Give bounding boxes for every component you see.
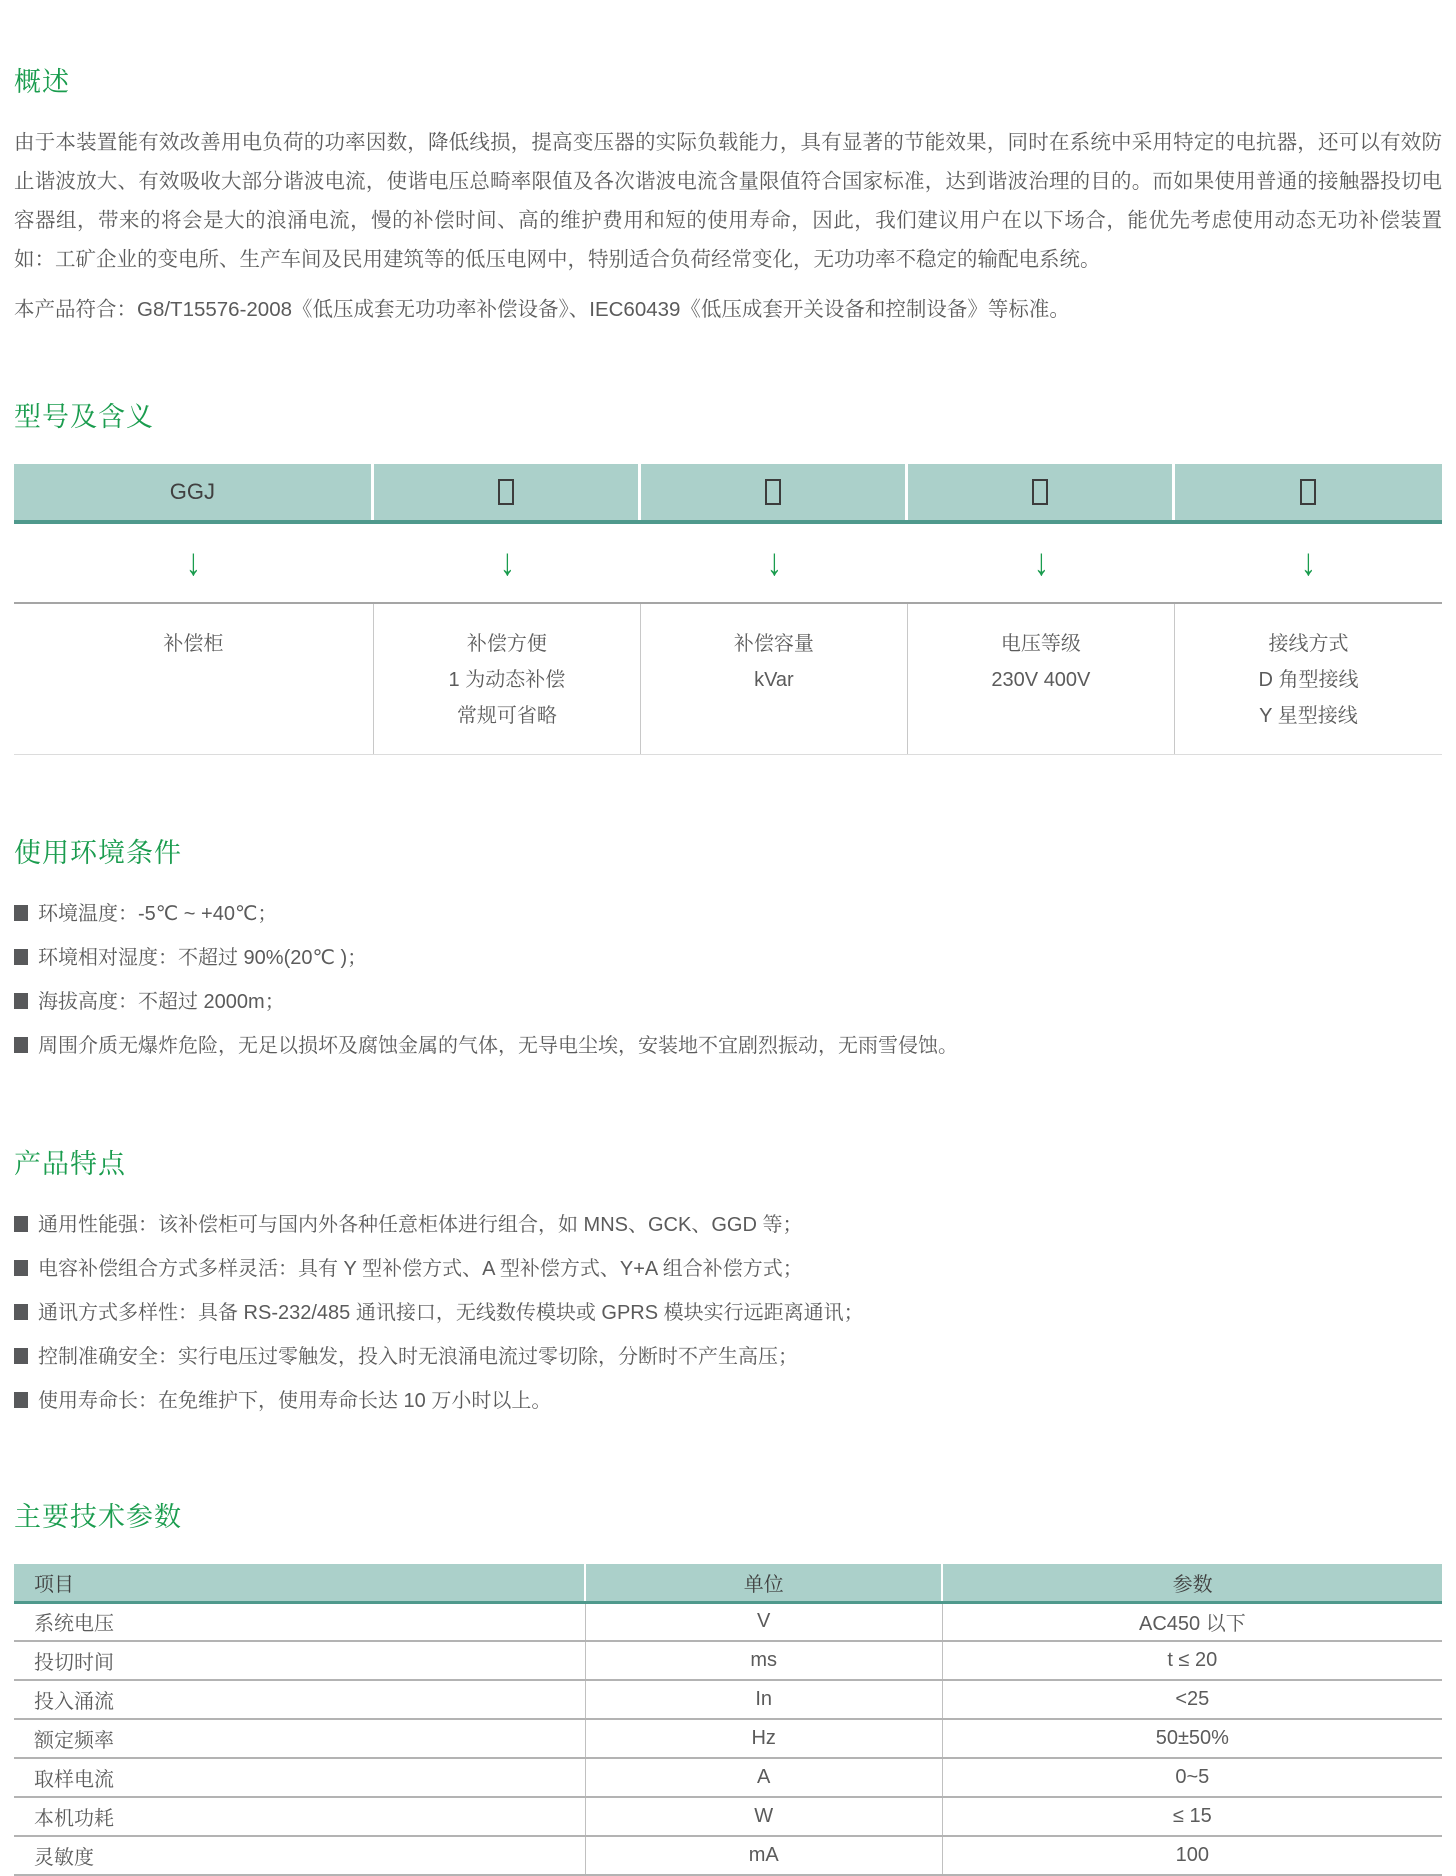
table-row [14, 1680, 1442, 1719]
model-heading: 型号及含义 [14, 402, 154, 432]
column-header-parameter: 参数 [942, 1564, 1442, 1602]
model-desc-line: kVar [754, 669, 794, 691]
param-name: 投切时间 [14, 1641, 585, 1680]
down-arrow-icon: ↓ [766, 542, 782, 584]
model-desc-line: 常规可省略 [456, 705, 557, 727]
table-row [14, 1719, 1442, 1758]
model-desc-line: 补偿方便 [466, 633, 547, 655]
param-value: 0~5 [942, 1758, 1442, 1797]
model-desc-line: 电压等级 [1000, 633, 1081, 655]
param-unit: In [585, 1680, 942, 1719]
down-arrow-icon: ↓ [1033, 542, 1050, 584]
table-row [14, 1758, 1442, 1797]
model-code-cell [908, 464, 1175, 520]
arrow-cell [14, 524, 374, 602]
placeholder-box-icon [765, 479, 781, 505]
list-item-text: 控制准确安全：实行电压过零触发，投入时无浪涌电流过零切除，分断时不产生高压； [38, 1346, 798, 1368]
square-bullet-icon [14, 1216, 28, 1232]
model-desc-line: 补偿柜 [163, 633, 224, 655]
down-arrow-icon: ↓ [1300, 542, 1317, 584]
parameters-table [14, 1564, 1442, 1876]
overview-heading: 概述 [14, 67, 70, 97]
list-item-text: 海拔高度：不超过 2000m； [38, 991, 285, 1013]
param-unit: mA [585, 1836, 942, 1875]
list-item [14, 1255, 1442, 1283]
model-desc-cell [14, 604, 374, 754]
list-item [14, 1032, 1442, 1060]
environment-list [14, 900, 1442, 1060]
section-environment [14, 831, 1442, 1060]
model-code-ggj: GGJ [169, 479, 216, 504]
arrow-cell [641, 524, 908, 602]
model-code-cell [1175, 464, 1442, 520]
model-code-cell [641, 464, 908, 520]
square-bullet-icon [14, 1304, 28, 1320]
list-item-text: 通讯方式多样性：具备 RS-232/485 通讯接口，无线数传模块或 GPRS 模块实行远距离通讯； [38, 1302, 864, 1324]
arrow-cell [374, 524, 641, 602]
model-desc-cell [1175, 604, 1442, 754]
down-arrow-icon: ↓ [186, 542, 202, 584]
model-table-arrow-row [14, 524, 1442, 602]
square-bullet-icon [14, 949, 28, 965]
arrow-cell [908, 524, 1175, 602]
param-value: ≤ 15 [942, 1797, 1442, 1836]
list-item [14, 944, 1442, 972]
param-unit: V [585, 1602, 942, 1641]
model-desc-line: 补偿容量 [733, 633, 814, 655]
param-value: AC450 以下 [942, 1602, 1442, 1641]
param-unit: A [585, 1758, 942, 1797]
model-desc-line: 1 为动态补偿 [448, 669, 566, 691]
square-bullet-icon [14, 1392, 28, 1408]
model-code-cell [14, 464, 374, 520]
square-bullet-icon [14, 993, 28, 1009]
param-name: 灵敏度 [14, 1836, 585, 1875]
arrow-cell [1175, 524, 1442, 602]
param-value: <25 [942, 1680, 1442, 1719]
model-desc-cell [641, 604, 908, 754]
list-item [14, 1343, 1442, 1371]
model-table-header-row [14, 464, 1442, 524]
model-table [14, 464, 1442, 755]
list-item-text: 环境温度：-5℃ ~ +40℃； [38, 903, 278, 925]
environment-heading: 使用环境条件 [14, 838, 182, 868]
section-features [14, 1142, 1442, 1415]
square-bullet-icon [14, 1037, 28, 1053]
list-item-text: 周围介质无爆炸危险，无足以损坏及腐蚀金属的气体，无导电尘埃，安装地不宜剧烈振动，无雨雪侵蚀。 [38, 1035, 958, 1057]
param-name: 取样电流 [14, 1758, 585, 1797]
down-arrow-icon: ↓ [499, 542, 515, 584]
parameters-heading: 主要技术参数 [14, 1502, 182, 1532]
parameters-header-row [14, 1564, 1442, 1602]
param-name: 额定频率 [14, 1719, 585, 1758]
placeholder-box-icon [498, 479, 514, 505]
table-row [14, 1602, 1442, 1641]
param-unit: ms [585, 1641, 942, 1680]
model-desc-cell [908, 604, 1175, 754]
table-row [14, 1797, 1442, 1836]
param-name: 投入涌流 [14, 1680, 585, 1719]
features-list [14, 1211, 1442, 1415]
model-desc-cell [374, 604, 641, 754]
section-model [14, 395, 1442, 755]
section-overview [14, 60, 1442, 325]
column-header-item: 项目 [14, 1564, 585, 1602]
placeholder-box-icon [1032, 479, 1048, 505]
table-row [14, 1836, 1442, 1875]
standards-line: 本产品符合：G8/T15576-2008《低压成套无功功率补偿设备》、IEC60439《低压成套开关设备和控制设备》等标准。 [14, 298, 1070, 321]
list-item [14, 1387, 1442, 1415]
param-value: 100 [942, 1836, 1442, 1875]
list-item-text: 环境相对湿度：不超过 90%(20℃ )； [38, 947, 368, 969]
param-value: t ≤ 20 [942, 1641, 1442, 1680]
table-row [14, 1641, 1442, 1680]
param-name: 系统电压 [14, 1602, 585, 1641]
model-desc-line: 230V 400V [991, 669, 1091, 691]
list-item [14, 1211, 1442, 1239]
square-bullet-icon [14, 1260, 28, 1276]
list-item [14, 988, 1442, 1016]
overview-paragraph: 由于本装置能有效改善用电负荷的功率因数，降低线损，提高变压器的实际负载能力，具有显著的节能效果，同时在系统中采用特定的电抗器，还可以有效防止谐波放大、有效吸收大部分谐波电流，使谐电压总畸率限值及各次谐波电流含量限值符合国家标准，达到谐波治理的目的。而如果使用普通的接触器投切电 容器组，带来的将会是大的浪涌电流，慢的补偿时间、高的维护费用和短的使用寿命，因此，我们建议用户在以下场合，能优先考虑使用动态无功补偿装置如：工矿企业的变电所、生产车间及民用建筑等的低压电网中，特别适合负荷经常变化，无功功率不稳定的输配电系统。 [14, 131, 1442, 271]
section-parameters [14, 1495, 1442, 1876]
list-item [14, 900, 1442, 928]
model-desc-line: D 角型接线 [1258, 669, 1359, 691]
column-header-unit: 单位 [585, 1564, 942, 1602]
features-heading: 产品特点 [14, 1149, 126, 1179]
model-code-cell [374, 464, 641, 520]
param-name: 本机功耗 [14, 1797, 585, 1836]
model-table-description-row [14, 602, 1442, 755]
list-item-text: 通用性能强：该补偿柜可与国内外各种任意柜体进行组合，如 MNS、GCK、GGD 等； [38, 1214, 803, 1236]
list-item-text: 使用寿命长：在免维护下，使用寿命长达 10 万小时以上。 [38, 1390, 552, 1412]
model-desc-line: Y 星型接线 [1259, 705, 1358, 727]
model-desc-line: 接线方式 [1268, 633, 1349, 655]
param-unit: W [585, 1797, 942, 1836]
square-bullet-icon [14, 905, 28, 921]
list-item [14, 1299, 1442, 1327]
square-bullet-icon [14, 1348, 28, 1364]
param-value: 50±50% [942, 1719, 1442, 1758]
param-unit: Hz [585, 1719, 942, 1758]
list-item-text: 电容补偿组合方式多样灵活：具有 Y 型补偿方式、A 型补偿方式、Y+A 组合补偿方式； [38, 1258, 803, 1280]
placeholder-box-icon [1300, 479, 1316, 505]
